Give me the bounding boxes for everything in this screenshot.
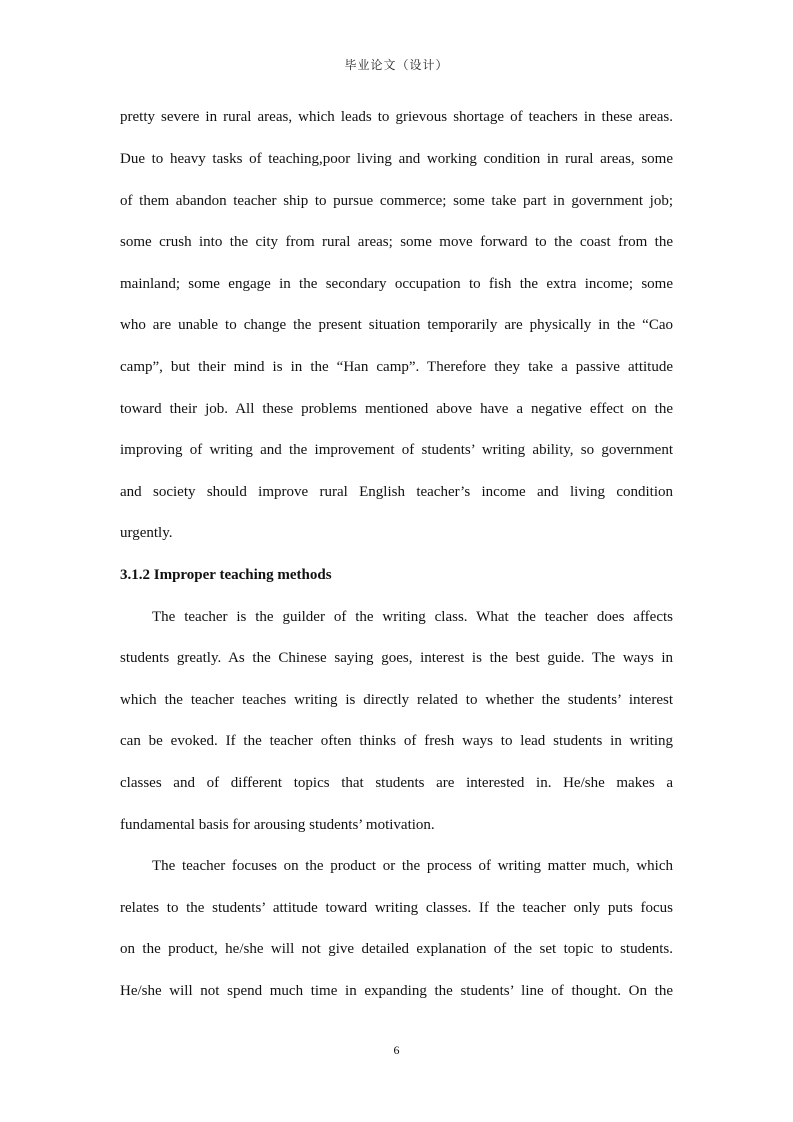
body-line: classes and of different topics that students are interested in. He/she makes a	[120, 775, 673, 791]
paragraph-first-line: The teacher focuses on the product or the process of writing matter much, which	[152, 858, 673, 874]
body-line: can be evoked. If the teacher often thinks of fresh ways to lead students in writing	[120, 733, 673, 749]
body-line: camp”, but their mind is in the “Han camp”. Therefore they take a passive attitude	[120, 359, 673, 375]
body-line: on the product, he/she will not give detailed explanation of the set topic to students.	[120, 941, 673, 957]
body-line: some crush into the city from rural areas; some move forward to the coast from the	[120, 234, 673, 250]
body-line: of them abandon teacher ship to pursue commerce; some take part in government job;	[120, 193, 673, 209]
body-line: fundamental basis for arousing students’ motivation.	[120, 817, 435, 833]
page-number: 6	[393, 1043, 400, 1057]
body-line: who are unable to change the present situation temporarily are physically in the “Cao	[120, 317, 673, 333]
body-line: which the teacher teaches writing is directly related to whether the students’ interest	[120, 692, 673, 708]
body-line: toward their job. All these problems mentioned above have a negative effect on the	[120, 401, 673, 417]
body-line: relates to the students’ attitude toward writing classes. If the teacher only puts focus	[120, 900, 673, 916]
body-line: improving of writing and the improvement of students’ writing ability, so government	[120, 442, 673, 458]
body-line: students greatly. As the Chinese saying goes, interest is the best guide. The ways in	[120, 650, 673, 666]
body-line: He/she will not spend much time in expanding the students’ line of thought. On the	[120, 983, 673, 999]
paragraph-first-line: The teacher is the guilder of the writing class. What the teacher does affects	[152, 609, 673, 625]
body-line: and society should improve rural English teacher’s income and living condition	[120, 484, 673, 500]
body-line: Due to heavy tasks of teaching,poor living and working condition in rural areas, some	[120, 151, 673, 167]
page-header: 毕业论文（设计）	[344, 58, 449, 72]
body-line: mainland; some engage in the secondary occupation to fish the extra income; some	[120, 276, 673, 292]
body-line: pretty severe in rural areas, which leads to grievous shortage of teachers in these areas.	[120, 109, 673, 125]
body-line: urgently.	[120, 525, 173, 541]
section-heading: 3.1.2 Improper teaching methods	[120, 567, 332, 583]
